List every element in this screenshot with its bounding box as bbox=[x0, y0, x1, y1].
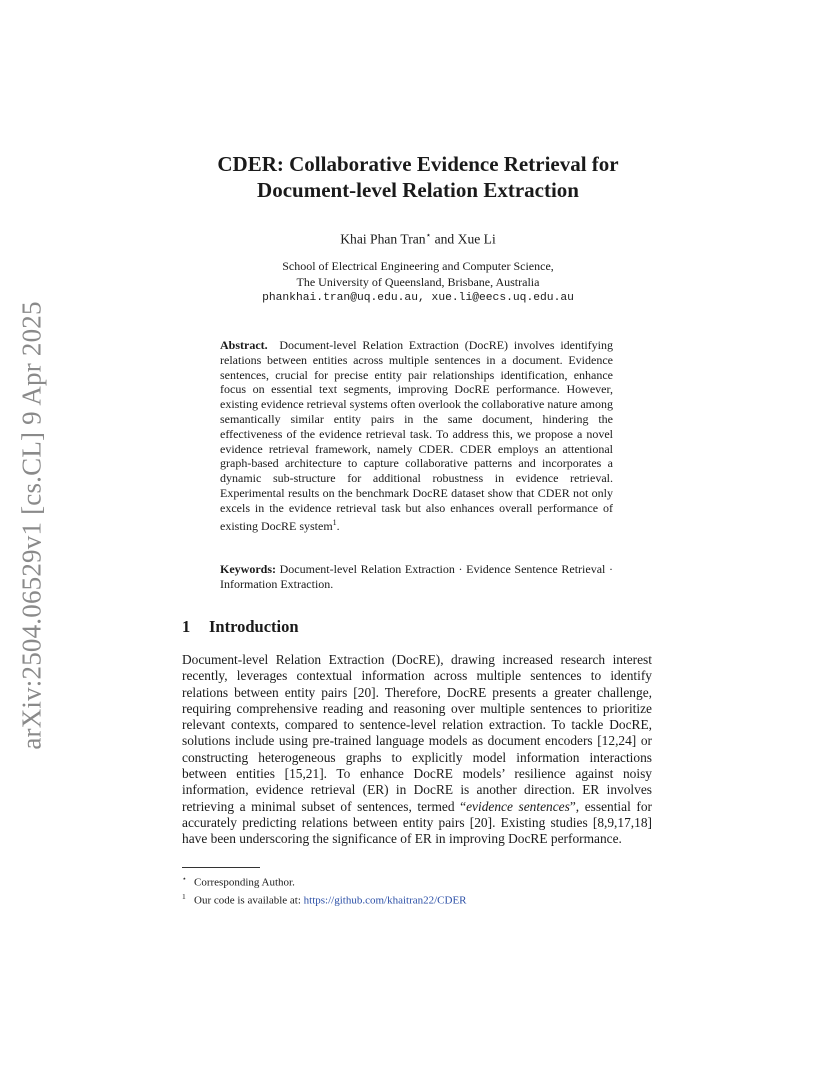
footnote-2-text: Our code is available at: bbox=[194, 894, 304, 907]
title-line-1: CDER: Collaborative Evidence Retrieval for bbox=[217, 152, 619, 176]
arxiv-identifier: arXiv:2504.06529v1 [cs.CL] 9 Apr 2025 bbox=[16, 300, 47, 750]
author-conjunction: and bbox=[431, 231, 458, 247]
section-title: Introduction bbox=[209, 617, 299, 636]
abstract-footnote-mark: 1 bbox=[332, 517, 337, 527]
abstract-end: . bbox=[336, 518, 340, 533]
author-emails: phankhai.tran@uq.edu.au, xue.li@eecs.uq.edu.au bbox=[262, 292, 574, 304]
keywords-label: Keywords: bbox=[220, 562, 276, 576]
intro-emphasis: evidence sentences bbox=[466, 798, 570, 814]
footnotes bbox=[182, 872, 652, 908]
introduction-paragraph bbox=[182, 652, 652, 848]
code-repository-link[interactable]: https://github.com/khaitran22/CDER bbox=[303, 894, 467, 907]
affiliation-block bbox=[160, 258, 676, 306]
author-2: Xue Li bbox=[457, 231, 496, 247]
footnote-2 bbox=[182, 890, 652, 908]
author-list bbox=[160, 230, 676, 248]
footnote-rule bbox=[182, 867, 260, 868]
footnote-1 bbox=[182, 872, 652, 890]
affiliation-line-2: The University of Queensland, Brisbane, Australia bbox=[296, 275, 540, 289]
footnote-1-mark: ⋆ bbox=[182, 874, 187, 883]
keywords bbox=[220, 562, 613, 592]
arxiv-sidebar-stamp bbox=[2, 290, 62, 760]
section-heading bbox=[182, 617, 652, 637]
keywords-text: Document-level Relation Extraction · Evidence Sentence Retrieval · Information Extraction. bbox=[220, 562, 613, 591]
abstract-text: Document-level Relation Extraction (DocRE) involves identifying relations between entities across multiple sentences in a document. Evidence sentences, crucial for precise entity pair relationships identification, enhance focus on essential text segments, improving DocRE performance. However, existing evidence retrieval systems often overlook the collaborative nature among semantically similar entity pairs in the same document, hindering the effectiveness of the evidence retrieval task. To address this, we propose a novel evidence retrieval framework, namely CDER. CDER employs an attentional graph-based architecture to capture collaborative patterns and incorporates a dynamic sub-structure for additional robustness in evidence retrieval. Experimental results on the benchmark DocRE dataset show that CDER not only excels in the evidence retrieval task but also enhances overall performance of existing DocRE system bbox=[220, 338, 614, 533]
section-number: 1 bbox=[182, 617, 191, 636]
paper-title bbox=[160, 151, 676, 203]
intro-text-1: Document-level Relation Extraction (DocRE), drawing increased research interest recently, leverages contextual information across multiple sentences to identify relations between entity pairs [20]. Therefore, DocRE presents a greater challenge, requiring comprehensive reading and reasoning over multiple sentences to prioritize relevant contexts, compared to sentence-level relation extraction. To tackle DocRE, solutions include using pre-trained language models as document encoders [12,24] or constructing heterogeneous graphs to explicitly model information interactions between entities [15,21]. To enhance DocRE models’ resilience against noisy information, evidence retrieval (ER) in DocRE is another direction. ER involves retrieving a minimal subset of sentences, termed “ bbox=[182, 652, 652, 814]
abstract bbox=[220, 338, 613, 533]
footnote-2-mark: 1 bbox=[182, 892, 186, 902]
affiliation-line-1: School of Electrical Engineering and Computer Science, bbox=[282, 259, 554, 273]
footnote-1-text: Corresponding Author. bbox=[194, 876, 295, 889]
abstract-label: Abstract. bbox=[220, 338, 268, 352]
author-1: Khai Phan Tran bbox=[340, 231, 426, 247]
corresponding-author-mark: ⋆ bbox=[425, 230, 432, 240]
title-line-2: Document-level Relation Extraction bbox=[257, 178, 579, 202]
intro-text-2: ”, essential for accurately predicting relations between entity pairs [20]. Existing studies [8,9,17,18] have been underscoring the significance of ER in improving DocRE performance. bbox=[182, 798, 653, 847]
